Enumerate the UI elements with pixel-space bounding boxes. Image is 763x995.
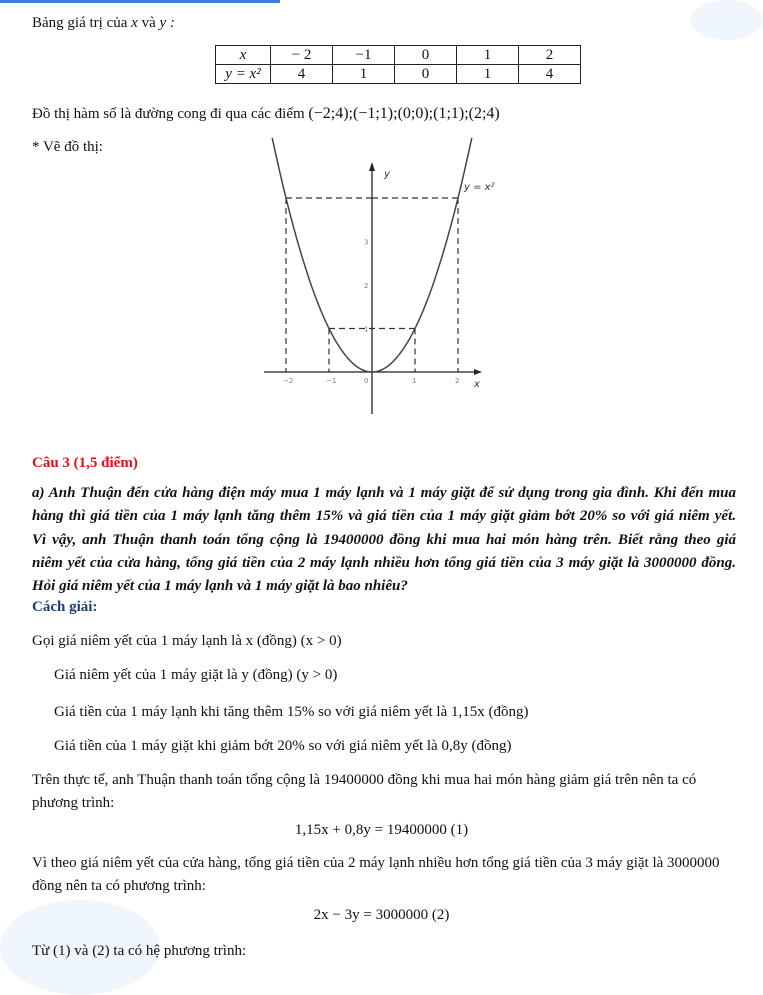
x-tick-label: −2 [283,377,294,385]
table-cell: 1 [457,46,519,65]
y-tick-label: 1 [364,325,369,334]
x-tick-label: 1 [412,377,417,385]
parabola-graph [0,0,763,440]
points-label: Đồ thị hàm số là đường cong đi qua các điểm [32,106,305,122]
question-line: a) Anh Thuận đến cửa hàng điện máy mua 1 máy lạnh và 1 máy giặt để sử dụng trong gia đình. Khi đến mua [32,485,736,501]
x-tick-label: 0 [364,377,369,385]
x-tick-label: 2 [455,377,460,385]
draw-label: * Vẽ đồ thị: [32,139,103,155]
solution-line: phương trình: [32,795,115,811]
solution-title: Cách giải: [32,599,98,615]
table-cell: 4 [271,65,333,84]
y-axis-arrow-icon [369,162,375,171]
curve-label: y = x² [464,182,495,193]
table-cell: 0 [395,46,457,65]
intro-label: Bảng giá trị của [32,15,128,31]
equation-2: 2x − 3y = 3000000 (2) [313,907,450,923]
solution-line: Giá tiền của 1 máy giặt khi giảm bớt 20% so với giá niêm yết là 0,8y (đồng) [54,738,512,754]
solution-line: Gọi giá niêm yết của 1 máy lạnh là x (đồng) (x > 0) [32,633,342,649]
table-header: x [216,46,271,65]
y-tick-label: 2 [364,282,369,290]
table-cell: −1 [333,46,395,65]
table-cell: − 2 [271,46,333,65]
x-axis-arrow-icon [474,369,482,375]
solution-line: Giá tiền của 1 máy lạnh khi tăng thêm 15% so với giá niêm yết là 1,15x (đồng) [54,704,529,720]
question-line: hàng thì giá tiền của 1 máy lạnh tăng thêm 15% và giá tiền của 1 máy giặt giảm bớt 20% so với giá niêm yết. [32,508,736,524]
solution-line: Vì theo giá niêm yết của cửa hàng, tổng giá tiền của 2 máy lạnh nhiều hơn tổng giá tiền của 3 máy giặt là 3000000 [32,855,720,871]
solution-line: Giá niêm yết của 1 máy giặt là y (đồng) (y > 0) [54,667,338,683]
table-header: y = x² [216,65,271,84]
question-line: Hỏi giá niêm yết của 1 máy lạnh và 1 máy giặt là bao nhiêu? [32,578,408,594]
x-tick-label: −1 [326,377,337,385]
var-x: x [131,15,138,31]
table-cell: 0 [395,65,457,84]
table-cell: 4 [519,65,581,84]
table-cell: 2 [519,46,581,65]
equation-1: 1,15x + 0,8y = 19400000 (1) [294,822,469,838]
solution-line: Trên thực tế, anh Thuận thanh toán tổng cộng là 19400000 đồng khi mua hai món hàng giảm giá trên nên ta có [32,772,697,788]
question-line: niêm yết của cửa hàng, tổng giá tiền của 2 máy lạnh nhiều hơn tổng giá tiền của 3 máy giặt là 3000000 đồng. [32,555,736,571]
solution-line: Từ (1) và (2) ta có hệ phương trình: [32,943,247,959]
x-axis-label: x [474,379,480,390]
y-tick-label: 3 [364,238,369,247]
and-text: và [141,15,156,31]
points-list: (−2;4);(−1;1);(0;0);(1;1);(2;4) [308,105,500,122]
table-cell: 1 [333,65,395,84]
y-axis-label: y [384,169,390,180]
question-title: Câu 3 (1,5 điểm) [32,455,138,471]
question-line: Vì vậy, anh Thuận thanh toán tổng cộng là 19400000 đồng khi mua hai món hàng trên. Biết rằng theo giá [32,532,736,548]
var-y: y : [159,15,175,31]
table-cell: 1 [457,65,519,84]
solution-line: đồng nên ta có phương trình: [32,878,206,894]
